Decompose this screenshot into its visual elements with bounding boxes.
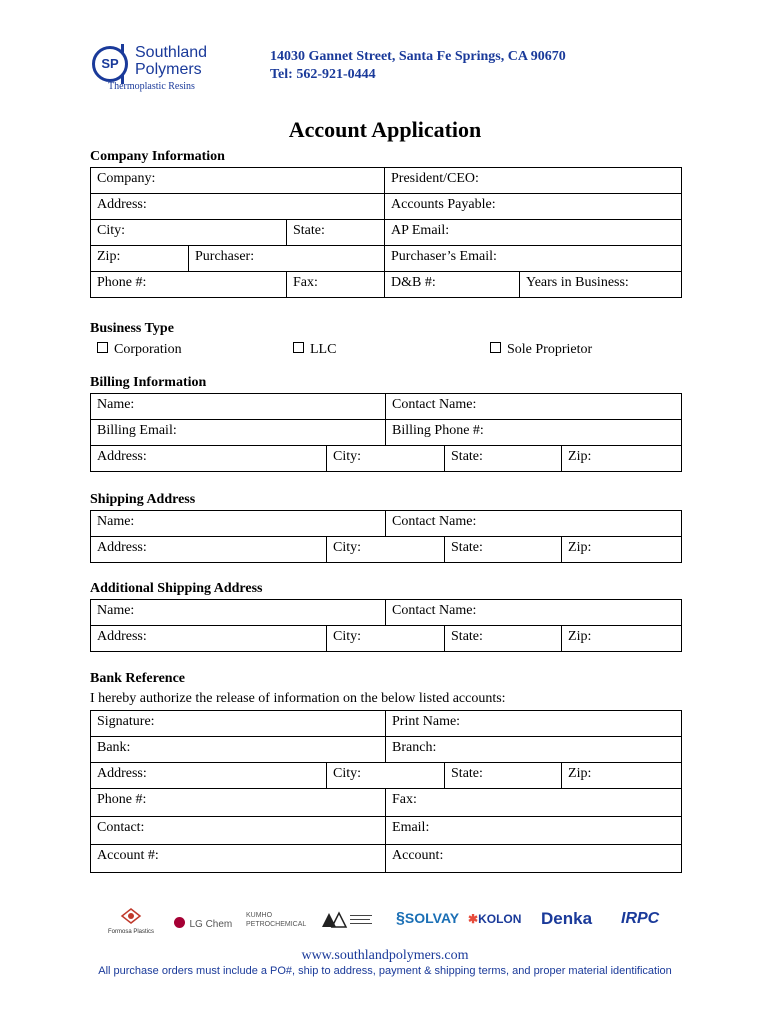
signature-field[interactable]: Signature: [91,711,386,737]
shipping-state-field[interactable]: State: [445,537,562,563]
llc-checkbox[interactable] [293,342,304,353]
add-shipping-state-field[interactable]: State: [445,626,562,652]
corporation-option[interactable] [97,342,182,358]
kolon-star-icon: ✱ [468,912,479,926]
shipping-name-field[interactable]: Name: [91,511,386,537]
llc-option[interactable] [293,342,336,358]
bank-fax-field[interactable]: Fax: [386,789,682,817]
print-name-field[interactable]: Print Name: [386,711,682,737]
lotte-mark-icon [320,911,374,929]
billing-info-heading: Billing Information [90,375,207,390]
purchaser-field[interactable]: Purchaser: [189,246,385,272]
corporation-checkbox[interactable] [97,342,108,353]
bank-reference-heading: Bank Reference [90,671,185,686]
page-title: Account Application [288,117,482,142]
add-shipping-address-field[interactable]: Address: [91,626,327,652]
logo-name [135,44,207,78]
billing-name-field[interactable]: Name: [91,394,386,420]
shipping-city-field[interactable]: City: [327,537,445,563]
company-field[interactable]: Company: [91,168,385,194]
purchaser-email-field[interactable]: Purchaser’s Email: [385,246,682,272]
additional-shipping-table [90,599,682,652]
additional-shipping-heading: Additional Shipping Address [90,581,263,596]
shipping-zip-field[interactable]: Zip: [562,537,682,563]
company-address [270,48,566,84]
logo-line2: Polymers [135,61,202,78]
sole-proprietor-option[interactable] [490,342,592,358]
formosa-text: Formosa Plastics [107,929,154,935]
logo-line1: Southland [135,44,208,61]
ap-email-field[interactable]: AP Email: [385,220,682,246]
billing-city-field[interactable]: City: [327,446,445,472]
logo-tagline: Thermoplastic Resins [108,81,195,92]
add-shipping-name-field[interactable]: Name: [91,600,386,626]
bank-field[interactable]: Bank: [91,737,386,763]
add-shipping-zip-field[interactable]: Zip: [562,626,682,652]
sole-proprietor-label: Sole Proprietor [507,342,593,357]
bank-authorization-text: I hereby authorize the release of information on the below listed accounts: [90,691,506,706]
kumho-logo [246,911,306,929]
sole-proprietor-checkbox[interactable] [490,342,501,353]
dnb-field[interactable]: D&B #: [385,272,520,298]
billing-state-field[interactable]: State: [445,446,562,472]
formosa-mark-icon [120,908,142,924]
add-shipping-contact-name-field[interactable]: Contact Name: [386,600,682,626]
lgchem-text: LG Chem [189,919,233,930]
bank-contact-field[interactable]: Contact: [91,817,386,845]
bank-email-field[interactable]: Email: [386,817,682,845]
shipping-address-table [90,510,682,563]
lgchem-logo [174,914,232,932]
billing-address-field[interactable]: Address: [91,446,327,472]
add-shipping-city-field[interactable]: City: [327,626,445,652]
bank-city-field[interactable]: City: [327,763,445,789]
president-field[interactable]: President/CEO: [385,168,682,194]
shipping-contact-name-field[interactable]: Contact Name: [386,511,682,537]
phone-field[interactable]: Phone #: [91,272,287,298]
state-field[interactable]: State: [287,220,385,246]
billing-email-field[interactable]: Billing Email: [91,420,386,446]
phone-line: Tel: 562-921-0444 [270,67,376,82]
logo-initials: SP [92,46,128,82]
city-field[interactable]: City: [91,220,287,246]
footer-note: All purchase orders must include a PO#, ship to address, payment & shipping terms, and proper material identification [98,965,672,977]
southland-logo [90,44,230,96]
kolon-logo [468,912,521,926]
shipping-address-heading: Shipping Address [90,492,196,507]
kolon-text: KOLON [478,912,522,926]
denka-logo: Denka [541,909,593,928]
zip-field[interactable]: Zip: [91,246,189,272]
lg-circle-icon [174,917,185,928]
kumho-text-1: KUMHO [246,912,273,919]
account-number-field[interactable]: Account #: [91,845,386,873]
bank-phone-field[interactable]: Phone #: [91,789,386,817]
billing-phone-field[interactable]: Billing Phone #: [386,420,682,446]
solvay-text: SOLVAY [404,910,460,926]
billing-zip-field[interactable]: Zip: [562,446,682,472]
company-info-table [90,167,682,298]
business-type-heading: Business Type [90,321,174,336]
corporation-label: Corporation [114,342,182,357]
bank-reference-table [90,710,682,873]
formosa-logo [106,908,156,936]
solvay-s-icon: § [396,910,405,927]
branch-field[interactable]: Branch: [386,737,682,763]
kumho-text-2: PETROCHEMICAL [246,921,307,928]
lotte-logo [320,911,374,934]
website-link[interactable]: www.southlandpolymers.com [301,948,469,963]
accounts-payable-field[interactable]: Accounts Payable: [385,194,682,220]
billing-info-table [90,393,682,472]
page-header [90,44,690,96]
solvay-logo [396,910,459,928]
bank-state-field[interactable]: State: [445,763,562,789]
irpc-logo: IRPC [621,910,660,927]
llc-label: LLC [310,342,337,357]
partner-logos [100,908,680,938]
billing-contact-name-field[interactable]: Contact Name: [386,394,682,420]
address-field[interactable]: Address: [91,194,385,220]
bank-address-field[interactable]: Address: [91,763,327,789]
years-in-business-field[interactable]: Years in Business: [520,272,682,298]
company-info-heading: Company Information [90,149,225,164]
fax-field[interactable]: Fax: [287,272,385,298]
bank-account-field[interactable]: Account: [386,845,682,873]
address-line: 14030 Gannet Street, Santa Fe Springs, CA 90670 [270,49,566,64]
shipping-address-field[interactable]: Address: [91,537,327,563]
bank-zip-field[interactable]: Zip: [562,763,682,789]
